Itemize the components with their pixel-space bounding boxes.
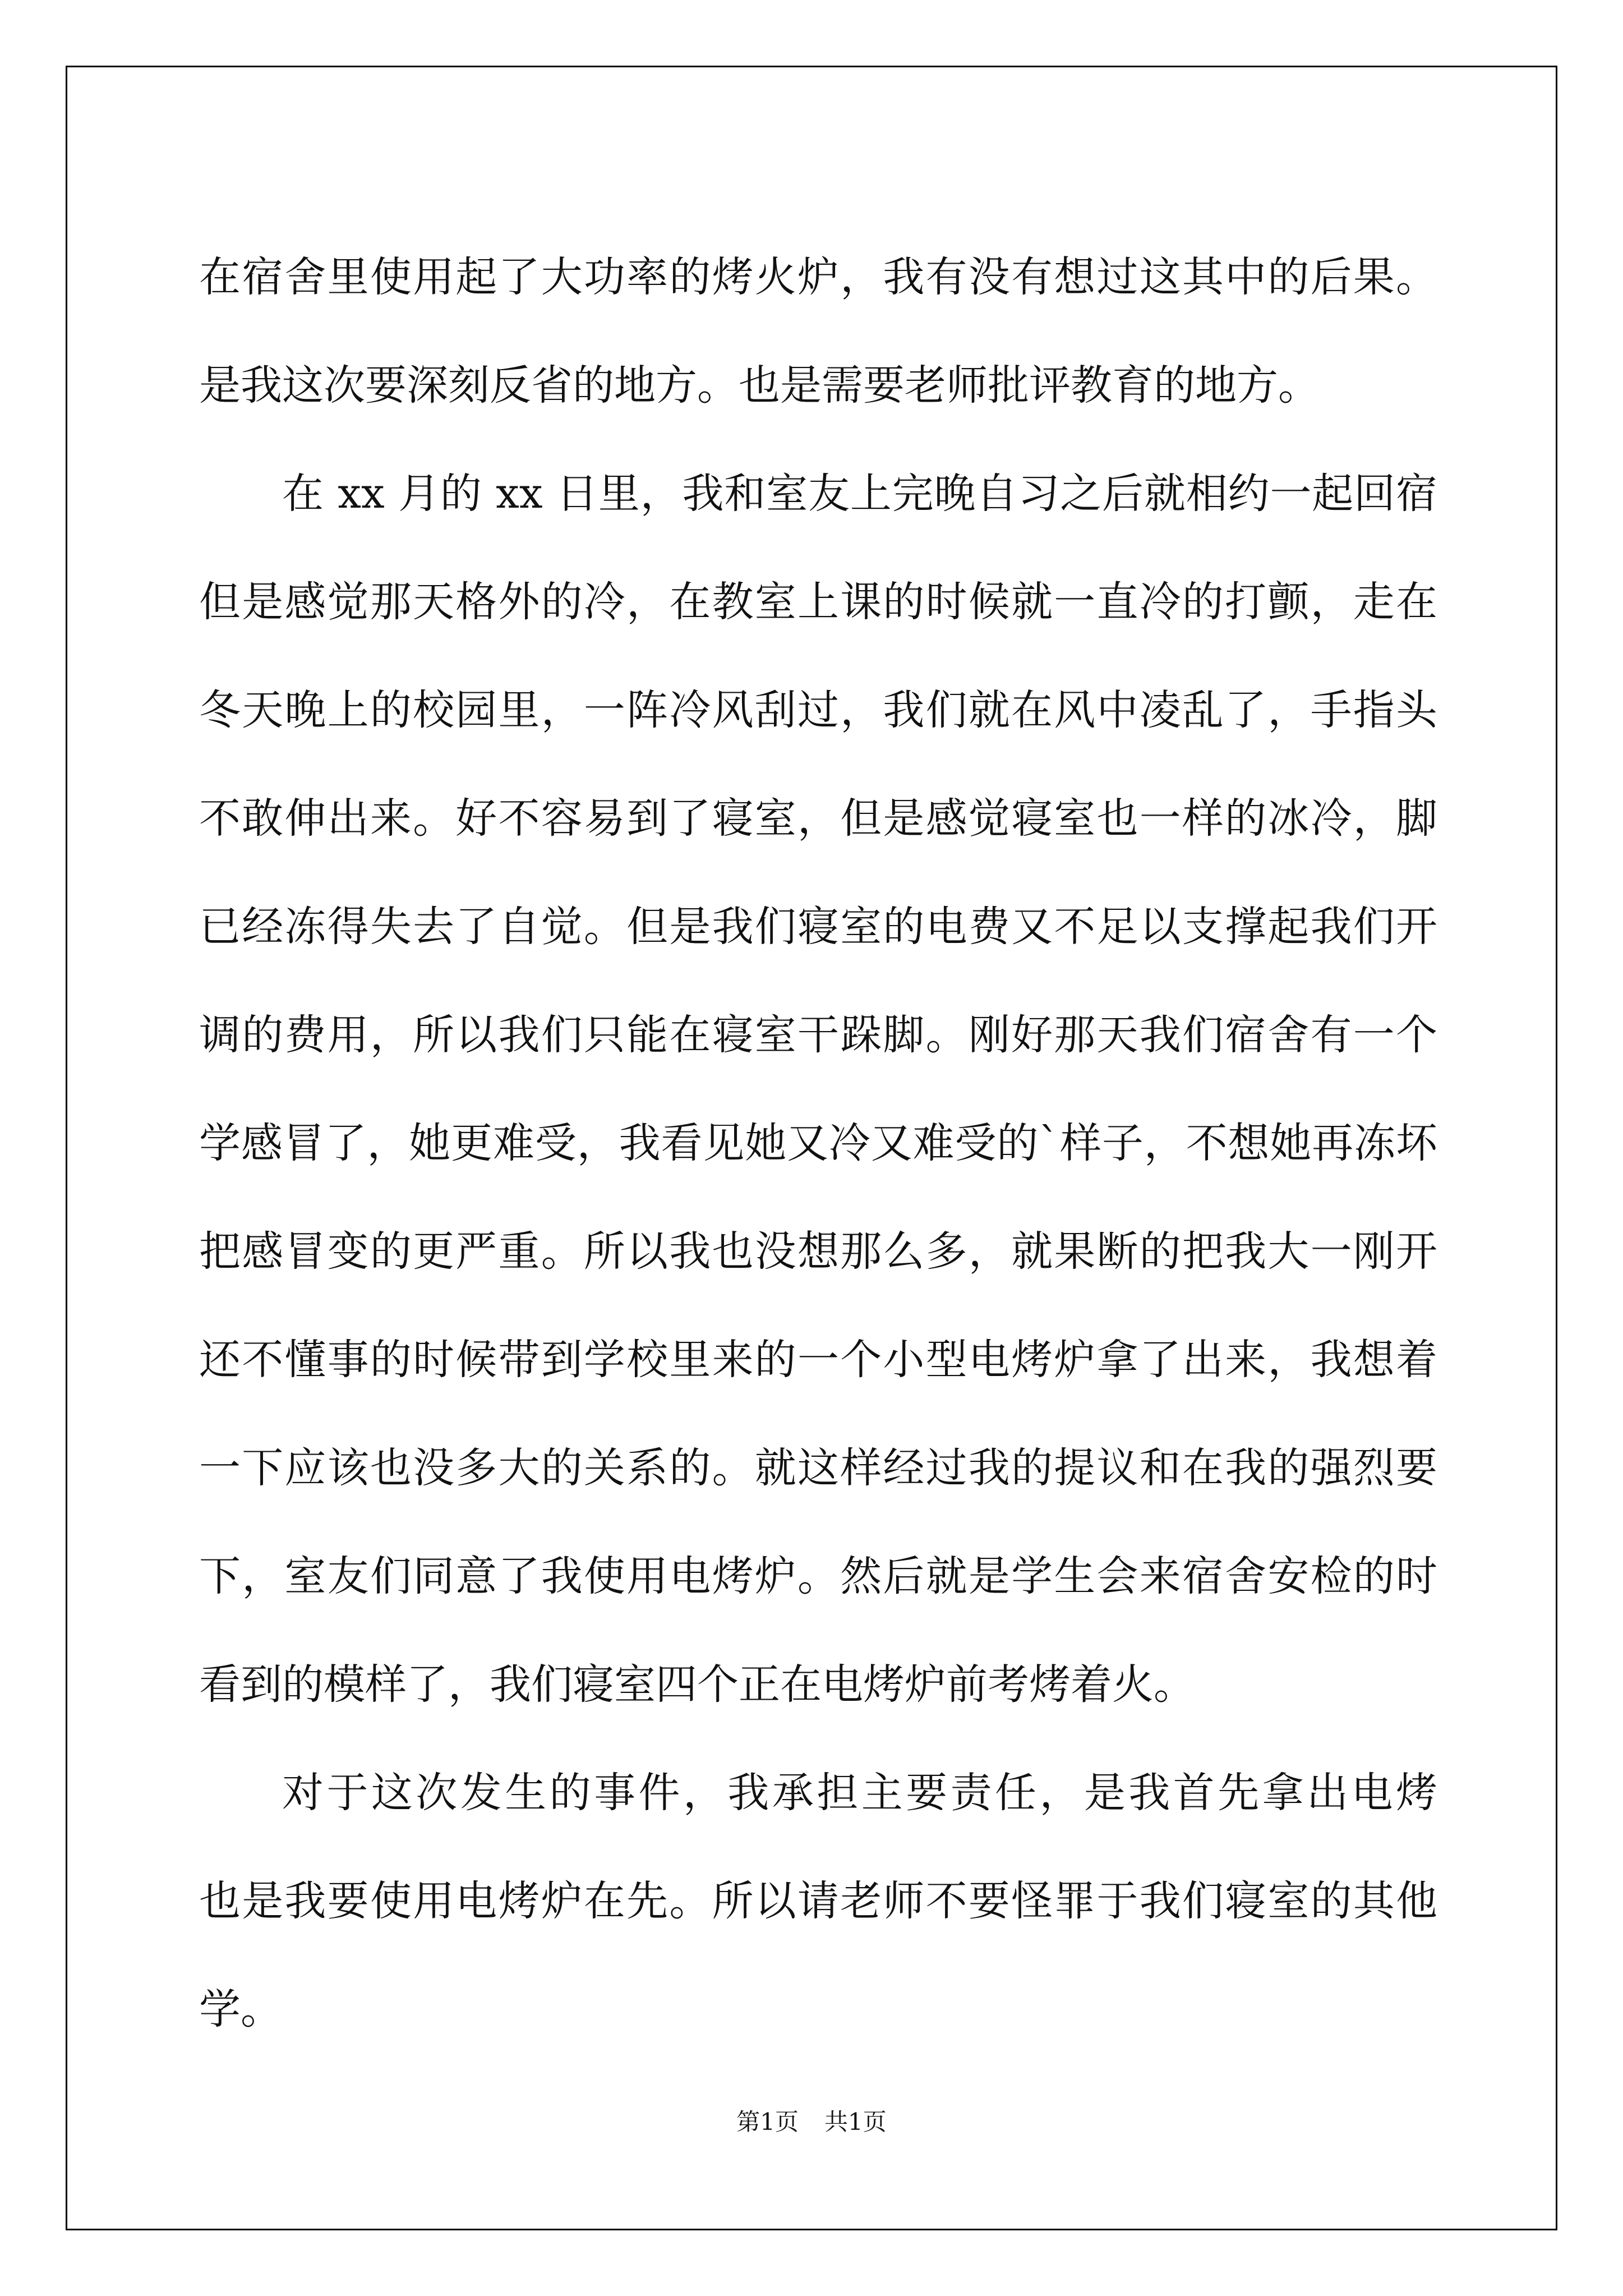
paragraph-2-line-10: 一下应该也没多大的关系的。就这样经过我的提议和在我的强烈要: [199, 1444, 1437, 1492]
paragraph-2-line-4: 不敢伸出来。好不容易到了寝室，但是感觉寝室也一样的冰冷，脚: [199, 794, 1437, 843]
paragraph-3-line-1: 对于这次发生的事件，我承担主要责任，是我首先拿出电烤: [282, 1769, 1437, 1817]
paragraph-2-line-9: 还不懂事的时候带到学校里来的一个小型电烤炉拿了出来，我想着: [199, 1336, 1437, 1384]
paragraph-1-line-1: 在宿舍里使用起了大功率的烤火炉，我有没有想过这其中的后果。: [199, 253, 1437, 301]
paragraph-2-line-6: 调的费用，所以我们只能在寝室干跺脚。刚好那天我们宿舍有一个: [199, 1011, 1437, 1059]
paragraph-2-line-7: 学感冒了，她更难受，我看见她又冷又难受的`样子，不想她再冻坏: [199, 1119, 1437, 1167]
page-total: 共1页: [824, 2108, 887, 2136]
paragraph-2-line-1: 在 xx 月的 xx 日里，我和室友上完晚自习之后就相约一起回宿: [282, 470, 1437, 518]
paragraph-2-line-3: 冬天晚上的校园里，一阵冷风刮过，我们就在风中凌乱了，手指头: [199, 686, 1437, 734]
paragraph-2-line-12: 看到的模样了，我们寝室四个正在电烤炉前考烤着火。: [199, 1660, 1195, 1709]
paragraph-2-line-5: 已经冻得失去了自觉。但是我们寝室的电费又不足以支撑起我们开: [199, 903, 1437, 951]
page-number: 第1页: [736, 2108, 799, 2136]
paragraph-2-line-2: 但是感觉那天格外的冷，在教室上课的时候就一直冷的打颤，走在: [199, 578, 1437, 626]
paragraph-1-line-2: 是我这次要深刻反省的地方。也是需要老师批评教育的地方。: [199, 361, 1320, 409]
paragraph-2-line-11: 下，室友们同意了我使用电烤炉。然后就是学生会来宿舍安检的时: [199, 1552, 1437, 1600]
paragraph-3-line-2: 也是我要使用电烤炉在先。所以请老师不要怪罪于我们寝室的其他: [199, 1877, 1437, 1925]
paragraph-3-line-3: 学。: [199, 1985, 282, 2033]
document-body: [199, 223, 1437, 2064]
paragraph-2-line-8: 把感冒变的更严重。所以我也没想那么多，就果断的把我大一刚开: [199, 1227, 1437, 1276]
page-footer: [0, 2105, 1623, 2139]
